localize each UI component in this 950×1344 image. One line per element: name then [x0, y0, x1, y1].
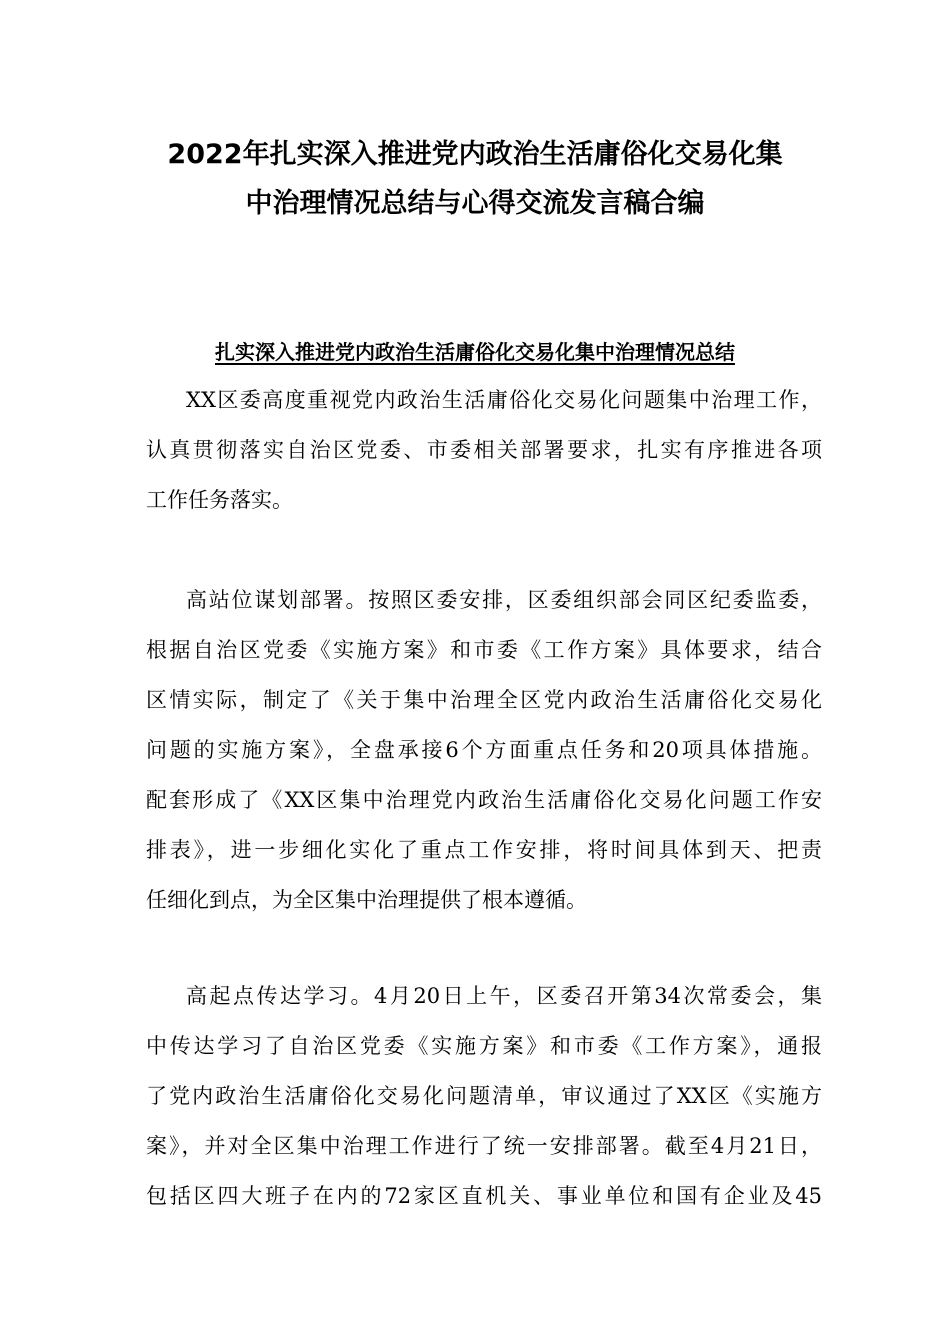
paragraph-line: 包括区四大班子在内的72家区直机关、事业单位和国有企业及45	[146, 1184, 822, 1208]
document-title-line-1: 2022年扎实深入推进党内政治生活庸俗化交易化集	[167, 139, 783, 170]
paragraph-line: 任细化到点，为全区集中治理提供了根本遵循。	[146, 888, 587, 912]
paragraph-line: 根据自治区党委《实施方案》和市委《工作方案》具体要求，结合	[146, 638, 822, 662]
paragraph-3	[146, 978, 822, 1228]
paragraph-line: 案》，并对全区集中治理工作进行了统一安排部署。截至4月21日，	[146, 1134, 822, 1158]
paragraph-line: 了党内政治生活庸俗化交易化问题清单，审议通过了XX区《实施方	[146, 1084, 822, 1108]
paragraph-1	[146, 382, 822, 532]
document-title-line-2: 中治理情况总结与心得交流发言稿合编	[245, 188, 705, 219]
paragraph-line: 高起点传达学习。4月20日上午，区委召开第34次常委会，集	[186, 984, 822, 1008]
paragraph-2	[146, 582, 822, 932]
paragraph-line: 配套形成了《XX区集中治理党内政治生活庸俗化交易化问题工作安	[146, 788, 822, 812]
section-heading: 扎实深入推进党内政治生活庸俗化交易化集中治理情况总结	[215, 340, 735, 364]
paragraph-line: 区情实际，制定了《关于集中治理全区党内政治生活庸俗化交易化	[146, 688, 822, 712]
paragraph-line: 高站位谋划部署。按照区委安排，区委组织部会同区纪委监委，	[186, 588, 822, 612]
paragraph-line: 中传达学习了自治区党委《实施方案》和市委《工作方案》，通报	[146, 1034, 822, 1058]
paragraph-line: XX区委高度重视党内政治生活庸俗化交易化问题集中治理工作，	[186, 388, 822, 412]
paragraph-line: 认真贯彻落实自治区党委、市委相关部署要求，扎实有序推进各项	[146, 438, 822, 462]
paragraph-line: 工作任务落实。	[146, 488, 293, 512]
paragraph-line: 问题的实施方案》，全盘承接6个方面重点任务和20项具体措施。	[146, 738, 822, 762]
paragraph-line: 排表》，进一步细化实化了重点工作安排，将时间具体到天、把责	[146, 838, 822, 862]
